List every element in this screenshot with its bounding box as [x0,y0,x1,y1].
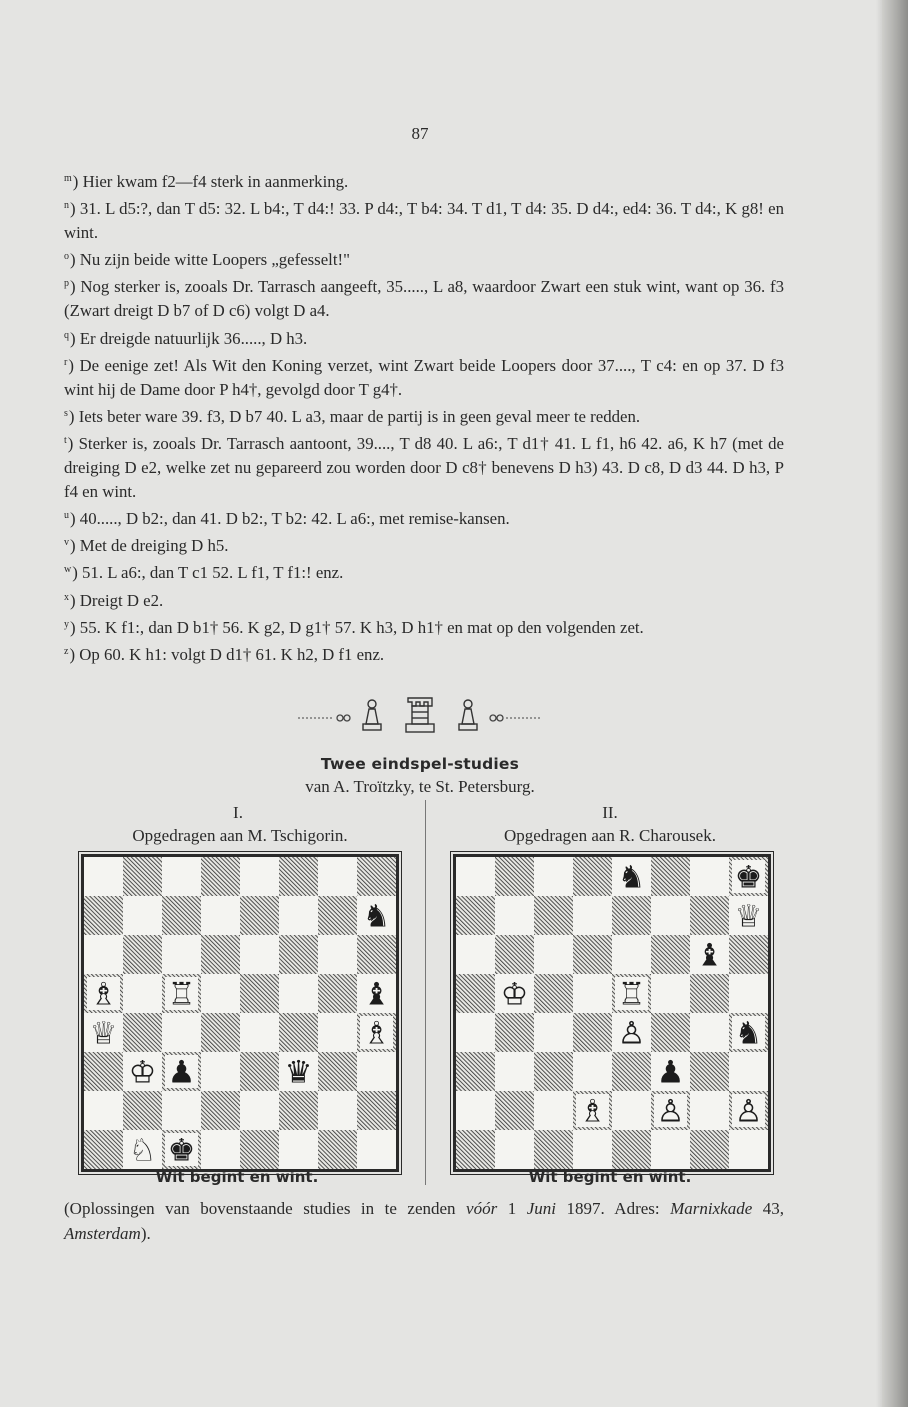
note-paren: ) [68,355,80,375]
black-bishop-icon: ♝ [362,976,391,1013]
chess-ornament [290,694,550,738]
note-label: w [64,564,72,576]
note-label: r [64,356,68,368]
light-square [495,896,534,935]
dark-square [240,974,279,1013]
note-label: q [64,329,69,341]
footer-address: Marnixkade [670,1199,753,1218]
note-label: x [64,591,69,603]
page-edge-shadow [882,0,908,1407]
dark-square [123,1091,162,1130]
black-king-icon: ♚ [167,1132,196,1169]
dark-square [534,896,573,935]
light-square [651,896,690,935]
light-square [729,974,768,1013]
dark-square [357,857,396,896]
black-king-icon: ♚ [734,859,763,896]
light-square [357,1052,396,1091]
dark-square [534,974,573,1013]
pawn-ornament-icon [459,700,477,730]
page-number: 87 [411,124,429,143]
black-knight-icon: ♞ [617,859,646,896]
light-square [123,896,162,935]
annotation-note [64,245,784,272]
dark-square [651,857,690,896]
light-square [573,896,612,935]
footer-city: Amsterdam [64,1224,141,1243]
note-paren: ) [67,433,79,453]
light-square [240,857,279,896]
dark-square [357,1091,396,1130]
dark-square [573,857,612,896]
note-paren: ) [72,172,83,191]
white-bishop-icon: ♗ [578,1093,607,1130]
study-1-number: I. [233,803,243,822]
white-bishop-icon: ♗ [362,1015,391,1052]
light-square [495,1052,534,1091]
light-square [84,935,123,974]
note-text: Iets beter ware 39. f3, D b7 40. L a3, maar de partij is in geen geval meer te redden. [78,406,641,426]
dark-square [456,974,495,1013]
dark-square [456,1052,495,1091]
light-square [534,857,573,896]
annotation-note [64,167,784,194]
light-square [162,857,201,896]
dark-square [690,1052,729,1091]
light-square [162,1013,201,1052]
light-square [729,1052,768,1091]
light-square [279,1130,318,1169]
note-paren: ) [70,199,80,219]
footer-text: 1897. Adres: [556,1199,671,1218]
study-2-dedication: Opgedragen aan R. Charousek. [504,826,716,845]
note-text: Op 60. K h1: volgt D d1† 61. K h2, D f1 enz. [79,644,385,664]
footer-text: (Oplossingen van bovenstaande studies in te zenden [64,1199,467,1218]
white-queen-icon: ♕ [734,898,763,935]
dark-square [201,1091,240,1130]
note-text: 31. L d5:?, dan T d5: 32. L b4:, T d4:! 33. P d4:, T b4: 34. T d1, T d4: 35. D d4:, ed4: 36. T d4:, K g8! en wint. [64,199,784,243]
light-square [240,1091,279,1130]
light-square [279,896,318,935]
light-square [456,935,495,974]
dark-square [612,896,651,935]
note-label: p [64,278,69,290]
light-square [456,1091,495,1130]
annotation-note [64,640,784,667]
annotation-note [64,613,784,640]
dark-square [573,935,612,974]
note-text: Nu zijn beide witte Loopers „gefesselt!" [79,250,350,270]
annotation-note [64,272,784,323]
dark-square [240,1130,279,1169]
light-square [201,1130,240,1169]
dark-square [690,896,729,935]
rook-ornament-icon [406,698,434,732]
light-square [84,1091,123,1130]
white-king-icon: ♔ [128,1054,157,1091]
annotation-note [64,402,784,429]
dark-square [495,935,534,974]
dark-square [240,896,279,935]
light-square [651,974,690,1013]
pawn-ornament-icon [363,700,381,730]
dark-square [357,935,396,974]
dark-square [279,935,318,974]
light-square [612,935,651,974]
light-square [690,1091,729,1130]
light-square [573,1052,612,1091]
annotation-note [64,531,784,558]
note-label: t [64,434,67,446]
light-square [201,896,240,935]
light-square [729,1130,768,1169]
light-square [456,857,495,896]
note-paren: ) [70,509,80,529]
white-king-icon: ♔ [500,976,529,1013]
study-1-caption: Wit begint en wint. [155,1168,319,1186]
study-2-caption: Wit begint en wint. [528,1168,692,1186]
dark-square [456,1130,495,1169]
note-label: v [64,537,69,549]
white-rook-icon: ♖ [617,976,646,1013]
dark-square [201,857,240,896]
note-label: y [64,618,69,630]
note-text: 40....., D b2:, dan 41. D b2:, T b2: 42. L a6:, met remise-kansen. [79,509,510,529]
note-paren: ) [70,250,80,270]
note-text: Sterker is, zooals Dr. Tarrasch aantoont, 39...., T d8 40. L a6:, T d1† 41. L f1, h6 42. a6, K h7 (met de dreiging D e2, welke zet nu gepareerd zou worden door D c8† benevens D h3) 43. D c8, D d3 44. D h3, P f4 en wint. [64,433,784,502]
light-square [84,857,123,896]
white-rook-icon: ♖ [167,976,196,1013]
light-square [573,1130,612,1169]
dark-square [84,1052,123,1091]
dark-square [318,974,357,1013]
light-square [651,1130,690,1169]
dark-square [201,935,240,974]
light-square [201,1052,240,1091]
note-label: m [64,173,72,184]
black-bishop-icon: ♝ [695,937,724,974]
annotation-note [64,324,784,351]
dark-square [573,1013,612,1052]
dark-square [495,1013,534,1052]
light-square [612,1091,651,1130]
dark-square [279,857,318,896]
note-paren: ) [70,328,80,348]
note-label: n [64,200,69,212]
dark-square [279,1091,318,1130]
note-paren: ) [70,590,80,610]
dark-square [456,896,495,935]
white-pawn-icon: ♙ [734,1093,763,1130]
section-byline: van A. Troïtzky, te St. Petersburg. [305,777,535,796]
dark-square [534,1052,573,1091]
light-square [534,1091,573,1130]
light-square [318,1013,357,1052]
note-text: Nog sterker is, zooals Dr. Tarrasch aangeeft, 35....., L a8, waardoor Zwart een stuk wint, want op 36. f3 (Zwart dreigt D b7 of D c6) volgt D a4. [64,277,784,321]
study-1-board [81,854,399,1172]
dark-square [318,1052,357,1091]
note-paren: ) [70,536,80,556]
footer-text: ). [140,1224,151,1243]
footer-text: 43, [752,1199,785,1218]
white-queen-icon: ♕ [89,1015,118,1052]
column-divider [425,800,426,1185]
annotation-note [64,194,784,245]
study-1-dedication: Opgedragen aan M. Tschigorin. [132,826,348,845]
dark-square [240,1052,279,1091]
annotation-note [64,504,784,531]
annotation-notes [64,167,784,667]
dark-square [84,896,123,935]
white-pawn-icon: ♙ [656,1093,685,1130]
light-square [240,935,279,974]
footer-italic-voor: vóór [466,1199,498,1218]
light-square [573,974,612,1013]
annotation-note [64,558,784,585]
annotation-note [64,351,784,402]
note-label: o [64,251,69,263]
light-square [318,857,357,896]
note-text: Hier kwam f2—f4 sterk in aanmerking. [82,172,349,191]
section-title: Twee eindspel-studies [320,755,520,773]
dark-square [729,935,768,974]
footer-italic-juni: Juni [526,1199,556,1218]
light-square [240,1013,279,1052]
annotation-note [64,429,784,504]
dark-square [318,1130,357,1169]
dark-square [123,857,162,896]
note-paren: ) [69,644,80,664]
dark-square [612,1052,651,1091]
dark-square [690,974,729,1013]
dark-square [279,1013,318,1052]
dark-square [123,935,162,974]
dark-square [495,1091,534,1130]
light-square [456,1013,495,1052]
light-square [162,935,201,974]
note-paren: ) [70,617,80,637]
dark-square [162,896,201,935]
dark-square [534,1130,573,1169]
dark-square [495,857,534,896]
study-2-number: II. [602,803,618,822]
light-square [690,857,729,896]
note-label: z [64,645,69,657]
light-square [318,935,357,974]
black-pawn-icon: ♟ [656,1054,685,1091]
note-text: Er dreigde natuurlijk 36....., D h3. [79,328,308,348]
study-2-board [453,854,771,1172]
light-square [534,1013,573,1052]
dark-square [690,1130,729,1169]
black-pawn-icon: ♟ [167,1054,196,1091]
light-square [495,1130,534,1169]
dark-square [651,1013,690,1052]
note-label: s [64,407,68,419]
note-label: u [64,510,69,522]
dark-square [651,935,690,974]
white-bishop-icon: ♗ [89,976,118,1013]
black-knight-icon: ♞ [362,898,391,935]
note-paren: ) [70,277,81,297]
light-square [690,1013,729,1052]
light-square [162,1091,201,1130]
note-paren: ) [72,563,83,583]
white-knight-icon: ♘ [128,1132,157,1169]
dark-square [318,896,357,935]
note-paren: ) [68,406,79,426]
note-text: Dreigt D e2. [79,590,164,610]
light-square [534,935,573,974]
dark-square [84,1130,123,1169]
light-square [357,1130,396,1169]
note-text: 55. K f1:, dan D b1† 56. K g2, D g1† 57. K h3, D h1† en mat op den volgenden zet. [79,617,644,637]
white-pawn-icon: ♙ [617,1015,646,1052]
note-text: 51. L a6:, dan T c1 52. L f1, T f1:! enz. [82,563,344,583]
black-knight-icon: ♞ [734,1015,763,1052]
light-square [318,1091,357,1130]
dark-square [201,1013,240,1052]
dark-square [612,1130,651,1169]
note-text: Met de dreiging D h5. [79,536,229,556]
footer-text: 1 [497,1199,527,1218]
note-text: De eenige zet! Als Wit den Koning verzet, wint Zwart beide Loopers door 37...., T c4: en op 37. D f3 wint hij de Dame door P h4†, gevolgd door T g4†. [64,355,784,399]
light-square [201,974,240,1013]
light-square [279,974,318,1013]
submission-note [64,1196,784,1246]
annotation-note [64,586,784,613]
light-square [123,974,162,1013]
dark-square [123,1013,162,1052]
black-queen-icon: ♛ [284,1054,313,1091]
